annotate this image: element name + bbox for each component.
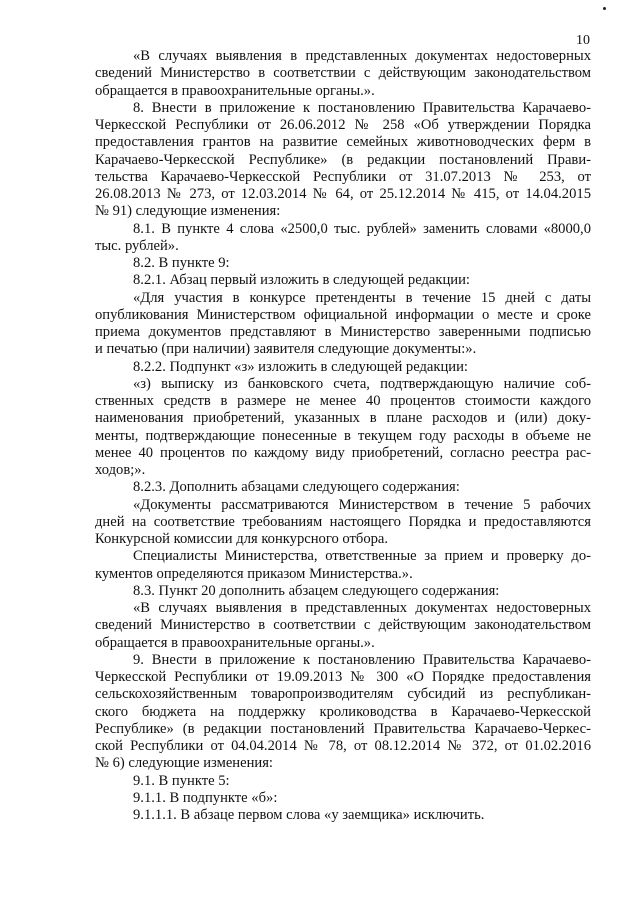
text-line: 8.3. Пункт 20 дополнить абзацем следующего содержания: xyxy=(133,582,500,599)
text-line: «Для участия в конкурсе претенденты в течение 15 дней с даты xyxy=(133,289,591,306)
text-line: «з) выписку из банковского счета, подтверждающую наличие соб- xyxy=(133,375,591,392)
text-line: тыс. рублей». xyxy=(95,237,179,254)
text-line: опубликования Министерством официальной информации о месте и сроке xyxy=(95,306,591,323)
text-line: № 6) следующие изменения: xyxy=(95,755,273,772)
text-line: «В случаях выявления в представленных документах недостоверных xyxy=(133,600,591,616)
text-line: 9.1.1.1. В абзаце первом слова «у заемщика» исключить. xyxy=(133,807,485,823)
text-line: «В случаях выявления в представленных документах недостоверных xyxy=(133,48,591,64)
text-line: 8.2. В пункте 9: xyxy=(133,255,230,271)
text-line: 9.1.1. В подпункте «б»: xyxy=(133,789,278,806)
text-line: Черкесской Республики от 19.09.2013 № 300 «О Порядке предоставления xyxy=(95,669,591,685)
text-line: 8.2.2. Подпункт «з» изложить в следующей редакции: xyxy=(133,358,468,375)
text-line: и печатью (при наличии) заявителя следующие документы:». xyxy=(95,341,477,358)
text-line: Конкурсной комиссии для конкурсного отбора. xyxy=(95,531,389,547)
text-line: Черкесской Республики от 26.06.2012 № 258 «Об утверждении Порядка xyxy=(95,117,591,133)
text-line: 8.2.1. Абзац первый изложить в следующей редакции: xyxy=(133,272,470,289)
text-line: ской Республики от 04.04.2014 № 78, от 08.12.2014 № 372, от 01.02.2016 xyxy=(95,738,591,754)
text-line: 9.1. В пункте 5: xyxy=(133,772,230,789)
text-line: 8.2.3. Дополнить абзацами следующего содержания: xyxy=(133,479,460,496)
text-line: 8.1. В пункте 4 слова «2500,0 тыс. рублей» заменить словами «8000,0 xyxy=(133,220,591,237)
text-line: обращается в правоохранительные органы.». xyxy=(95,82,375,99)
text-line: 26.08.2013 № 273, от 12.03.2014 № 64, от 25.12.2014 № 415, от 14.04.2015 xyxy=(95,186,591,202)
scan-dot-mark xyxy=(603,7,606,10)
text-line: Республике» (в редакции постановлений Правительства Карачаево-Черкес- xyxy=(95,720,591,737)
text-line: сведений Министерство в соответствии с действующим законодательством xyxy=(95,617,591,634)
text-line: Карачаево-Черкесской Республике» (в редакции постановлений Прави- xyxy=(95,151,591,168)
text-line: ского бюджета на поддержку кролиководства в Карачаево-Черкесской xyxy=(95,703,591,720)
text-line: наименования приобретений, указанных в плане расходов и (или) доку- xyxy=(95,410,591,427)
text-line: предоставления грантов на развитие семейных животноводческих ферм в xyxy=(95,134,591,151)
text-line: 9. Внести в приложение к постановлению Правительства Карачаево- xyxy=(133,651,591,668)
text-line: сельскохозяйственным товаропроизводителям субсидий из республикан- xyxy=(95,686,591,703)
text-line: сведений Министерство в соответствии с действующим законодательством xyxy=(95,65,591,82)
text-line: дней на соответствие требованиям настоящего Порядка и предоставляются xyxy=(95,513,591,530)
text-line: приема документов представляют в Министерство заверенными подписью xyxy=(95,324,591,340)
text-line: тельства Карачаево-Черкесской Республики от 31.07.2013 № 253, от xyxy=(95,168,591,185)
text-line: ходов;». xyxy=(95,462,146,478)
text-line: обращается в правоохранительные органы.». xyxy=(95,634,375,651)
text-line: менее 40 процентов по каждому виду приобретений, согласно реестра рас- xyxy=(95,444,591,461)
text-line: 8. Внести в приложение к постановлению Правительства Карачаево- xyxy=(133,99,591,116)
text-line: менты, подтверждающие понесенные в текущем году расходы в объеме не xyxy=(95,427,591,444)
text-line: «Документы рассматриваются Министерством в течение 5 рабочих xyxy=(133,496,591,513)
page-number: 10 xyxy=(576,33,590,48)
text-line: Специалисты Министерства, ответственные за прием и проверку до- xyxy=(133,548,591,565)
text-line: кументов определяются приказом Министерства.». xyxy=(95,565,413,582)
text-line: № 91) следующие изменения: xyxy=(95,203,281,220)
text-line: ственных средств в размере не менее 40 процентов стоимости каждого xyxy=(95,393,591,409)
